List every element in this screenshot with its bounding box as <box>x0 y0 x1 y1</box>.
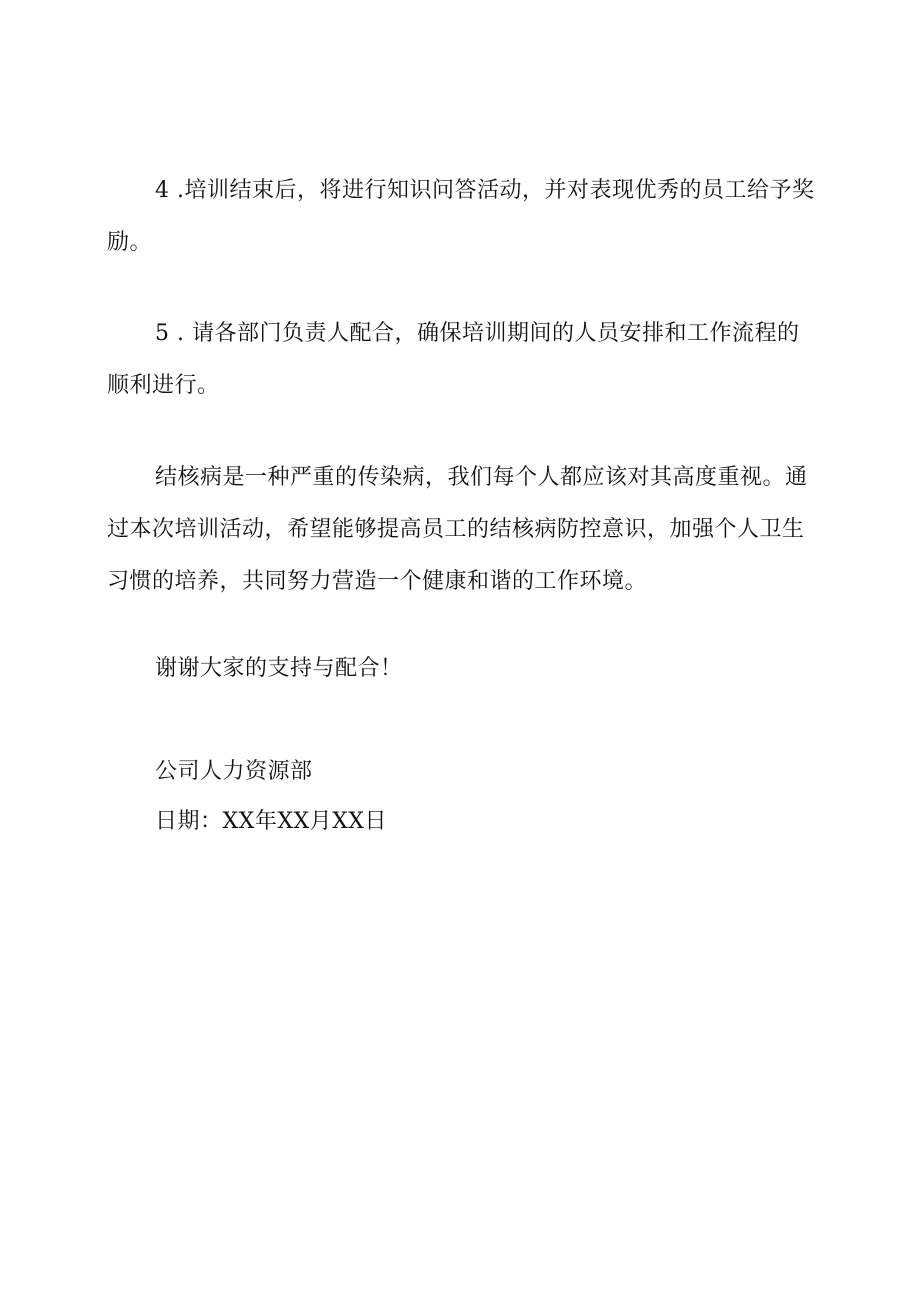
signature-department: 公司人力资源部 <box>155 759 313 784</box>
notice-item-5: 5 . 请各部门负责人配合，确保培训期间的人员安排和工作流程的顺利进行。 <box>107 321 800 398</box>
signature-date: 日期：XX年XX月XX日 <box>155 809 387 834</box>
notice-item-4: 4 .培训结束后，将进行知识问答活动，并对表现优秀的员工给予奖励。 <box>107 178 815 255</box>
closing-paragraph: 结核病是一种严重的传染病，我们每个人都应该对其高度重视。通过本次培训活动，希望能够提高员工的结核病防控意识，加强个人卫生习惯的培养，共同努力营造一个健康和谐的工作环境。 <box>107 465 808 594</box>
thanks-line: 谢谢大家的支持与配合！ <box>155 656 403 681</box>
